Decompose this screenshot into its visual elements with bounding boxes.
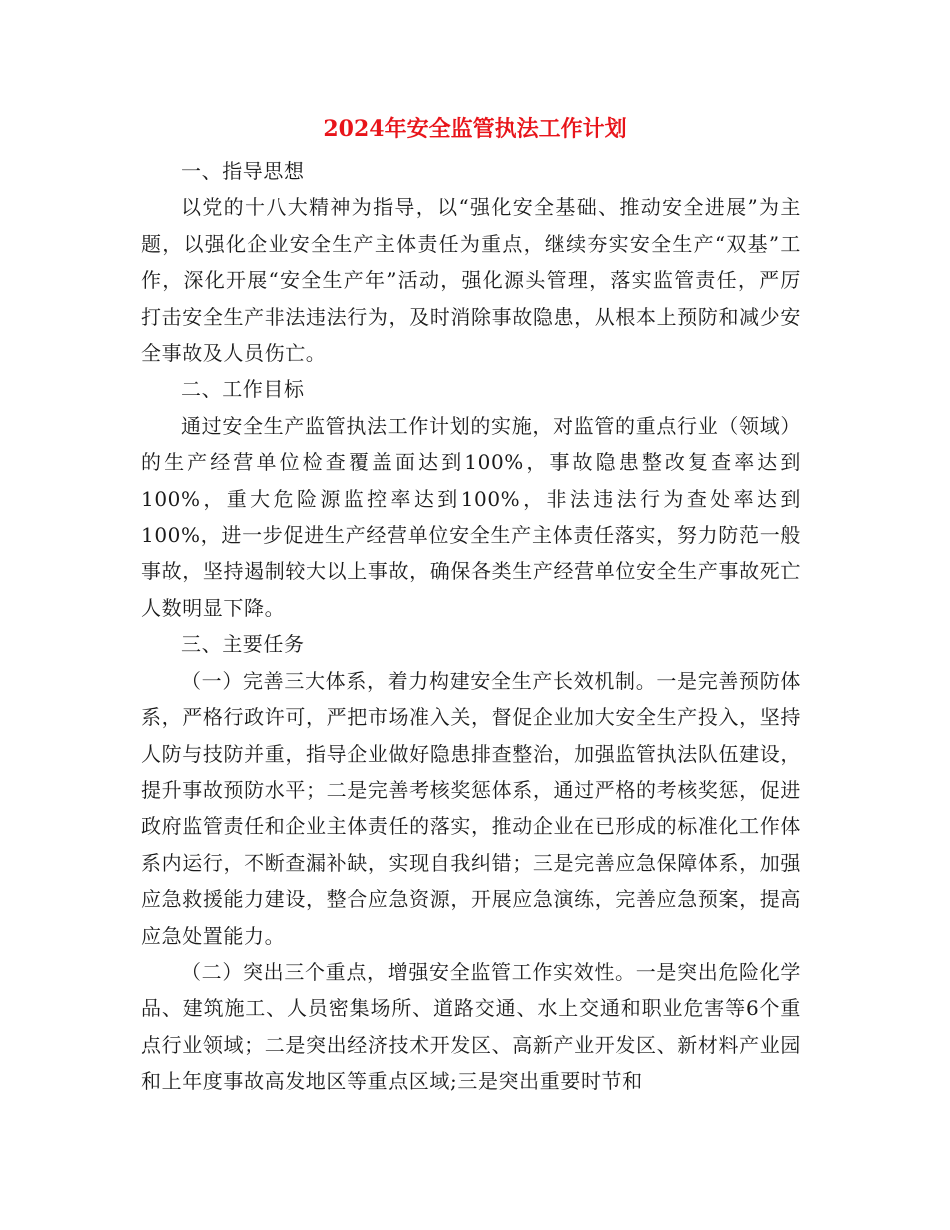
document-body xyxy=(141,153,801,1100)
paragraph-guiding-ideology: 以党的十八大精神为指导，以“强化安全基础、推动安全进展”为主题，以强化企业安全生产主体责任为重点，继续夯实安全生产“双基”工作，深化开展“安全生产年”活动，强化源头管理，落实监管责任，严厉打击安全生产非法违法行为，及时消除事故隐患，从根本上预防和减少安全事故及人员伤亡。 xyxy=(141,195,801,366)
section-heading-work-goals: 二、工作目标 xyxy=(181,377,305,402)
paragraph-task-three-systems: （一）完善三大体系，着力构建安全生产长效机制。一是完善预防体系，严格行政许可，严把市场准入关，督促企业加大安全生产投入，坚持人防与技防并重，指导企业做好隐患排查整治，加强监管执法队伍建设，提升事故预防水平；二是完善考核奖惩体系，通过严格的考核奖惩，促进政府监管责任和企业主体责任的落实，推动企业在已形成的标准化工作体系内运行，不断查漏补缺，实现自我纠错；三是完善应急保障体系，加强应急救援能力建设，整合应急资源，开展应急演练，完善应急预案，提高应急处置能力。 xyxy=(141,668,801,948)
paragraph-work-goals: 通过安全生产监管执法工作计划的实施，对监管的重点行业（领域）的生产经营单位检查覆盖面达到100%，事故隐患整改复查率达到100%，重大危险源监控率达到100%，非法违法行为查处率达到100%，进一步促进生产经营单位安全生产主体责任落实，努力防范一般事故，坚持遏制较大以上事故，确保各类生产经营单位安全生产事故死亡人数明显下降。 xyxy=(141,413,801,620)
section-heading-main-tasks: 三、主要任务 xyxy=(181,632,305,657)
document-title: 2024年安全监管执法工作计划 xyxy=(323,116,627,142)
section-heading-guiding-ideology: 一、指导思想 xyxy=(181,159,305,183)
paragraph-task-three-focuses: （二）突出三个重点，增强安全监管工作实效性。一是突出危险化学品、建筑施工、人员密集场所、道路交通、水上交通和职业危害等6个重点行业领域；二是突出经济技术开发区、高新产业开发区、新材料产业园和上年度事故高发地区等重点区域;三是突出重要时节和 xyxy=(141,959,801,1094)
